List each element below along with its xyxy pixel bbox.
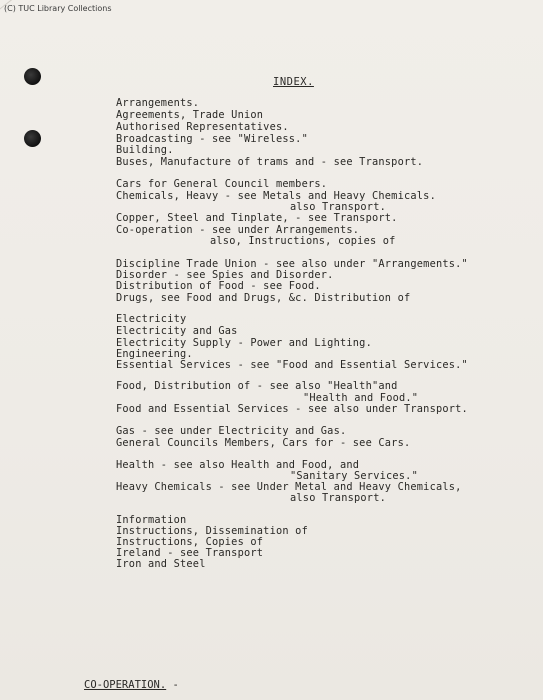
index-entry: Information bbox=[116, 514, 187, 526]
index-entry: Electricity and Gas bbox=[116, 325, 238, 337]
index-entry: Authorised Representatives. bbox=[116, 121, 289, 133]
index-entry: Distribution of Food - see Food. bbox=[116, 280, 321, 292]
index-entry: Buses, Manufacture of trams and - see Transport. bbox=[116, 156, 424, 168]
index-entry: Cars for General Council members. bbox=[116, 178, 328, 190]
index-entry: Broadcasting - see "Wireless." bbox=[116, 133, 308, 145]
index-entry: Iron and Steel bbox=[116, 558, 206, 570]
index-entry: General Councils Members, Cars for - see Cars. bbox=[116, 437, 411, 449]
index-entry-continuation: also Transport. bbox=[290, 492, 386, 504]
watermark: (C) TUC Library Collections bbox=[4, 4, 112, 13]
index-entry: Engineering. bbox=[116, 348, 193, 360]
index-entry: Heavy Chemicals - see Under Metal and Heavy Chemicals, bbox=[116, 481, 462, 493]
index-entry: Electricity bbox=[116, 313, 187, 325]
page-title: INDEX. bbox=[273, 76, 314, 88]
index-entry: Co-operation - see under Arrangements. bbox=[116, 224, 360, 236]
punch-hole-top bbox=[24, 68, 41, 85]
index-entry: Discipline Trade Union - see also under "Arrangements." bbox=[116, 258, 468, 270]
index-entry: Instructions, Dissemination of bbox=[116, 525, 308, 537]
index-entry: Electricity Supply - Power and Lighting. bbox=[116, 337, 372, 349]
index-entry-continuation: "Health and Food." bbox=[303, 392, 419, 404]
index-entry: Drugs, see Food and Drugs, &c. Distribution of bbox=[116, 292, 411, 304]
index-entry: Gas - see under Electricity and Gas. bbox=[116, 425, 347, 437]
index-entry: Instructions, Copies of bbox=[116, 536, 264, 548]
index-entry: Food and Essential Services - see also under Transport. bbox=[116, 403, 468, 415]
index-entry-continuation: also, Instructions, copies of bbox=[210, 235, 396, 247]
index-entry: Food, Distribution of - see also "Health"and bbox=[116, 380, 398, 392]
index-entry: Health - see also Health and Food, and bbox=[116, 459, 360, 471]
footer-dash: - bbox=[166, 679, 179, 691]
punch-hole-bottom bbox=[24, 130, 41, 147]
index-entry: Ireland - see Transport bbox=[116, 547, 264, 559]
index-entry-continuation: also Transport. bbox=[290, 201, 386, 213]
index-entry: Chemicals, Heavy - see Metals and Heavy Chemicals. bbox=[116, 190, 436, 202]
index-entry: Building. bbox=[116, 144, 174, 156]
index-entry: Copper, Steel and Tinplate, - see Transport. bbox=[116, 212, 398, 224]
footer-heading-text: CO-OPERATION. bbox=[84, 679, 167, 691]
index-entry: Essential Services - see "Food and Essential Services." bbox=[116, 359, 468, 371]
index-entry: Agreements, Trade Union bbox=[116, 109, 264, 121]
index-entry: Arrangements. bbox=[116, 97, 200, 109]
index-entry: Disorder - see Spies and Disorder. bbox=[116, 269, 334, 281]
footer-heading bbox=[84, 679, 179, 691]
index-entry-continuation: "Sanitary Services." bbox=[290, 470, 418, 482]
